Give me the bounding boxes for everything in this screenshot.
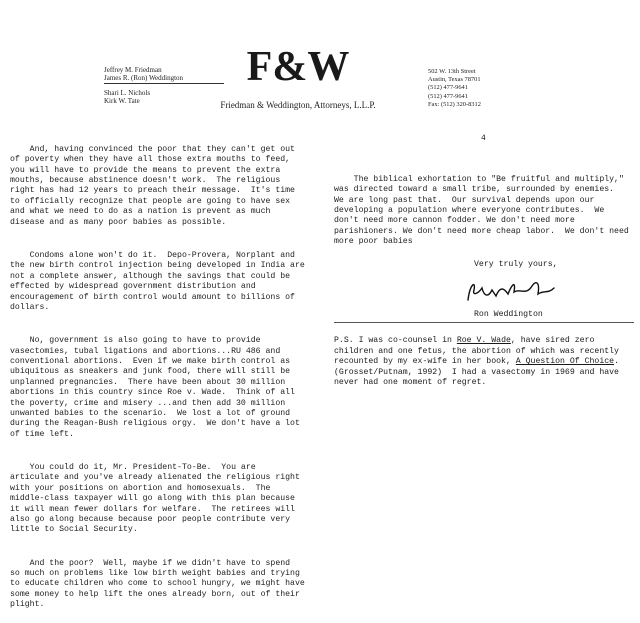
ps-text: , have sired zero: [510, 336, 595, 345]
signer-name: Ron Weddington: [474, 310, 543, 319]
page-number: 4: [481, 134, 486, 143]
address-line: Fax: (512) 320-8312: [428, 100, 481, 108]
address-line: Austin, Texas 78701: [428, 76, 481, 84]
body-paragraph: No, government is also going to have to provide vasectomies, tubal ligations and abortions...RU 486 and conventional abortions. Even if we make birth control as ubiquitous as sneakers and junk food, there will still be unplanned pregnancies. There have been about 30 million abortions in this country since Roe v. Wade. Think of all the poverty, crime and misery ...and then add 30 million unwanted babies to the scenario. We lost a lot of ground during the Reagan-Bush religious orgy. We don't have a lot of time left.: [10, 336, 300, 439]
ps-case-name: Roe V. Wade: [456, 336, 511, 345]
ps-text: never had one moment of regret.: [334, 378, 487, 388]
ps-text: (Grosset/Putnam, 1992) I had a vasectomy in 1969 and have: [334, 367, 619, 377]
ps-divider: [334, 322, 634, 323]
ps-text: children and one fetus, the abortion of which was recently: [334, 346, 619, 356]
closing: Very truly yours,: [474, 260, 558, 269]
body-paragraph: The biblical exhortation to "Be fruitful and multiply," was directed toward a small tribe, surrounded by enemies. We are long past that. Our survival depends upon our developing a population where everyone contributes. We don't need more cannon fodder. We don't need more parishioners. We don't need more cheap labor. We don't need more poor babies: [334, 174, 629, 247]
partner-name: Jeffrey M. Friedman: [104, 66, 162, 74]
ps-text: P.S. I was co-counsel in: [334, 336, 457, 345]
firm-name: Friedman & Weddington, Attorneys, L.L.P.: [220, 100, 376, 110]
firm-address: [428, 68, 538, 109]
postscript: [334, 336, 634, 389]
firm-logo: [246, 42, 350, 90]
address-line: 502 W. 13th Street: [428, 68, 476, 75]
partner-name: Kirk W. Tate: [104, 97, 140, 105]
ps-text: recounted by my ex-wife in her book,: [334, 357, 516, 367]
name-divider: [104, 83, 224, 84]
signature-stroke: [468, 283, 554, 300]
ps-text: .: [614, 357, 619, 367]
firm-logo-text: F&W: [246, 44, 350, 90]
left-column-text: [10, 124, 322, 623]
right-column-text: [334, 154, 634, 260]
partner-name: James R. (Ron) Weddington: [104, 74, 184, 82]
ps-book-title: A Question Of Choice: [515, 357, 615, 367]
body-paragraph: And, having convinced the poor that they can't get out of poverty when they have all those extra mouths to feed, you will have to provide the means to prevent the extra mouths, because abstinence doesn't work. The religious right has had 12 years to preach their message. It's time to officially recognize that people are going to have sex and what we need to do as a nation is prevent as much disease and as many poor babies as possible.: [10, 144, 295, 227]
address-line: (512) 477-9641: [428, 84, 468, 92]
letterhead: [0, 0, 640, 118]
body-paragraph: Condoms alone won't do it. Depo-Provera, Norplant and the new birth control injection being developed in India are not a complete answer, although the savings that could be effected by widespread government distribution and encouragement of birth control would amount to billions of dollars.: [10, 250, 305, 312]
signature: [462, 276, 558, 306]
partner-name: Shari L. Nichols: [104, 89, 151, 97]
address-line: (512) 477-9641: [428, 92, 468, 100]
body-paragraph: You could do it, Mr. President-To-Be. You are articulate and you've already alienated the religious right with your positions on abortion and homosexuals. The middle-class taxpayer will go along with this plan because it will mean fewer dollars for welfare. The retirees will also go along because because poor people contribute very little to Social Security.: [10, 463, 300, 535]
body-paragraph: And the poor? Well, maybe if we didn't have to spend so much on problems like low birth weight babies and trying to educate children who come to school hungry, we might have some money to help lift the ones already born, out of their plight.: [10, 558, 305, 610]
